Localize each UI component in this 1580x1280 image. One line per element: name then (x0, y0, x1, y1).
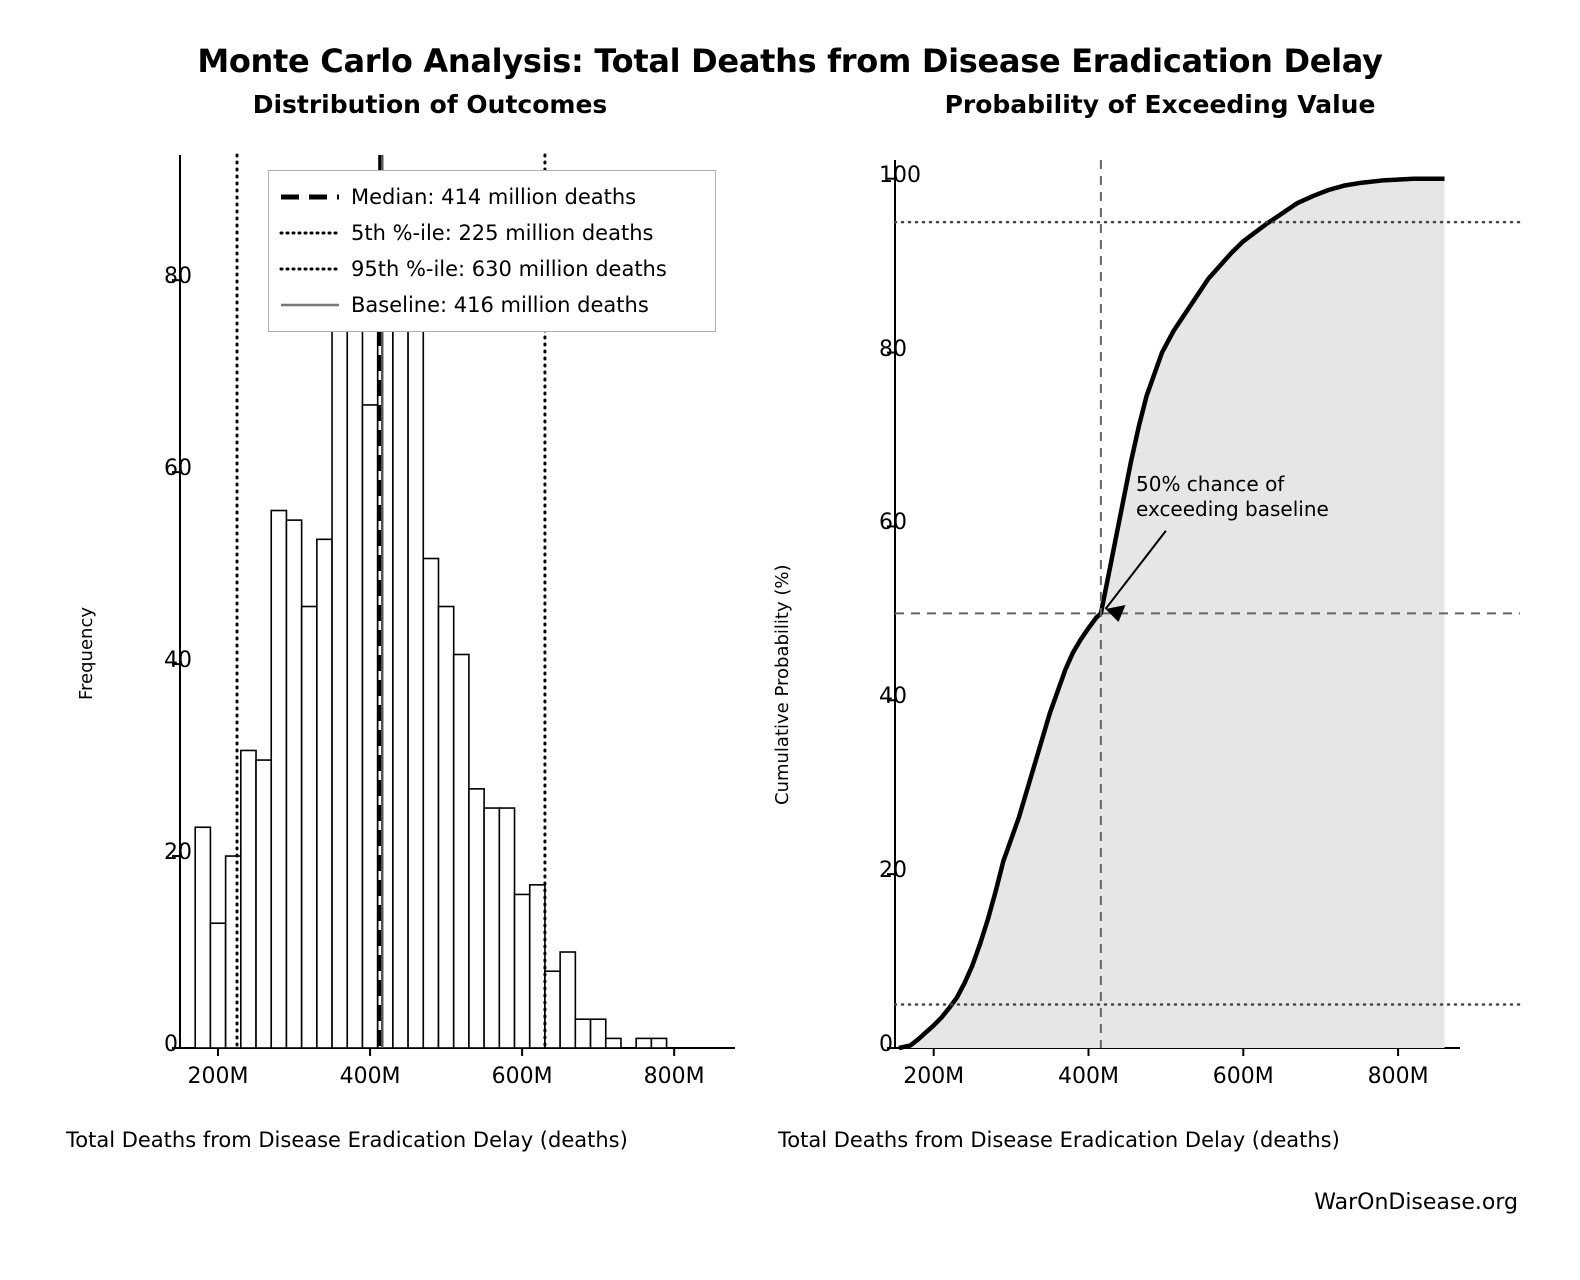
legend-item-p95 (279, 251, 705, 287)
left-x-tick-3: 800M (643, 1064, 705, 1089)
right-y-axis-label: Cumulative Probability (%) (772, 564, 793, 805)
legend-item-median (279, 179, 705, 215)
annotation-line: 50% chance of (1136, 472, 1285, 496)
legend-label-p5: 5th %-ile: 225 million deaths (351, 221, 654, 245)
legend-label-baseline: Baseline: 416 million deaths (351, 293, 649, 317)
histogram-legend (268, 170, 716, 332)
legend-label-median: Median: 414 million deaths (351, 185, 637, 209)
annotation-line: exceeding baseline (1136, 497, 1329, 521)
legend-swatch-median (279, 187, 341, 207)
left-x-tick-2: 600M (491, 1064, 553, 1089)
legend-item-p5 (279, 215, 705, 251)
right-panel-title: Probability of Exceeding Value (944, 90, 1376, 119)
legend-swatch-baseline (279, 295, 341, 315)
figure-root: Monte Carlo Analysis: Total Deaths from Disease Eradication Delay Distribution of Outcomes Probability of Exceeding Value Frequency Total Deaths from Disease Eradication Delay (deaths) Cumulative Probability (%) Total Deaths from Disease Eradication Delay (deaths) 50% chance of exceeding baseline Median: 414 million deaths 5th %-ile: 225 million deaths 95th %-ile: 630 million deaths Baseline: 416 million deaths WarOnDisease.org 0 20 40 60 80 200M 400M 600M 800M 0 20 40 60 80 100 200M 400M 600M 800M (0, 0, 1580, 1280)
baseline-annotation (1136, 472, 1329, 522)
right-x-tick-0: 200M (903, 1064, 965, 1089)
legend-swatch-p95 (279, 259, 341, 279)
left-y-axis-label: Frequency (76, 607, 97, 700)
legend-label-p95: 95th %-ile: 630 million deaths (351, 257, 667, 281)
cumulative-probability-plot (760, 140, 1550, 1140)
right-x-tick-3: 800M (1367, 1064, 1429, 1089)
legend-swatch-p5 (279, 223, 341, 243)
left-x-tick-1: 400M (339, 1064, 401, 1089)
left-panel-title: Distribution of Outcomes (252, 90, 608, 119)
right-x-tick-1: 400M (1057, 1064, 1119, 1089)
figure-suptitle: Monte Carlo Analysis: Total Deaths from Disease Eradication Delay (197, 42, 1383, 80)
legend-item-baseline (279, 287, 705, 323)
figure-footer: WarOnDisease.org (1314, 1190, 1518, 1215)
left-x-tick-0: 200M (187, 1064, 249, 1089)
right-x-tick-2: 600M (1212, 1064, 1274, 1089)
left-x-axis-label: Total Deaths from Disease Eradication Delay (deaths) (66, 1128, 628, 1152)
right-x-axis-label: Total Deaths from Disease Eradication Delay (deaths) (778, 1128, 1340, 1152)
